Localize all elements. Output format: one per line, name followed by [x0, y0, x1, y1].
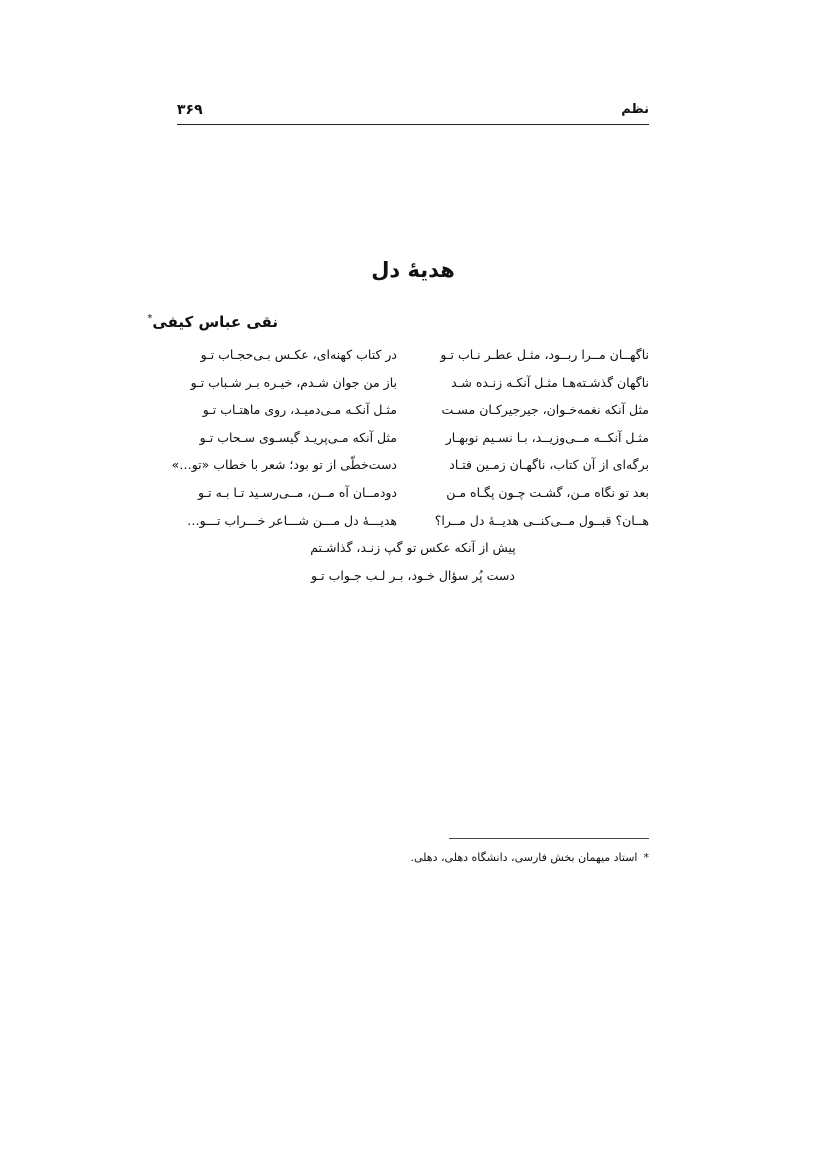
final-couplet-line: دست پُر سؤال خـود، بـر لـب جـواب تـو: [311, 567, 515, 583]
author-name-text: نقی عباس کیفی: [152, 313, 278, 331]
footnote-text: استاد میهمان بخش فارسی، دانشگاه دهلی، دهلی.: [410, 851, 638, 864]
author-footnote-mark: *: [147, 313, 153, 324]
page-header: [177, 100, 649, 125]
hemistich-first: بعد تو نگاه مـن، گشـت چـون پگـاه مـن: [446, 484, 649, 500]
hemistich-second: هدیـــهٔ دل مـــن شـــاعر خـــراب تـــو…: [187, 512, 397, 528]
hemistich-second: دودمــان آه مــن، مــی‌رسـید تـا بـه تـو: [198, 484, 397, 500]
running-head: نظم: [621, 102, 649, 117]
poem-title: هدیهٔ دل: [371, 258, 455, 282]
hemistich-first: ناگهان گذشـته‌هـا مثـل آنکـه زنـده شـد: [451, 374, 649, 390]
final-couplet-line: پیش از آنکه عکس تو گپ زنـد، گذاشـتم: [310, 540, 516, 556]
couplet: [177, 372, 649, 400]
hemistich-second: مثل آنکه مـی‌پریـد گیسـوی سـحاب تـو: [199, 429, 397, 445]
footnote: [410, 851, 649, 864]
couplet: [171, 454, 649, 482]
hemistich-second: در کتاب کهنه‌ای، عکـس بـی‌حجـاب تـو: [200, 347, 397, 362]
couplet: [177, 344, 649, 372]
couplet: [177, 510, 649, 538]
hemistich-second: باز من جوان شـدم، خیـره بـر شـباب تـو: [190, 374, 397, 390]
footnote-divider: [449, 838, 649, 839]
couplet: [177, 399, 649, 427]
couplet: [177, 427, 649, 455]
hemistich-second: مثـل آنکـه مـی‌دمیـد، روی ماهتـاب تـو: [202, 402, 397, 418]
author-name: [147, 313, 278, 331]
page-number: ۳۶۹: [177, 102, 203, 118]
hemistich-first: هــان؟ قبــول مــی‌کنــی هدیــهٔ دل مــرا؟: [434, 512, 649, 528]
footnote-mark: *: [643, 851, 649, 864]
hemistich-first: مثل آنکه نغمه‌خـوان، جیرجیرکـان مسـت: [441, 402, 649, 418]
couplet: [177, 482, 649, 510]
poem-body: [171, 344, 649, 592]
hemistich-first: برگه‌ای از آن کتاب، ناگهـان زمـین فتـاد: [449, 457, 649, 473]
hemistich-first: ناگهــان مــرا ربــود، مثـل عطـر نـاب تـو: [440, 347, 649, 362]
hemistich-first: مثـل آنکــه مــی‌وزیــد، بـا نسـیم نوبهـار: [445, 429, 649, 445]
hemistich-second: دست‌خطّی از تو بود؛ شعر با خطاب «تو…»: [171, 457, 397, 473]
